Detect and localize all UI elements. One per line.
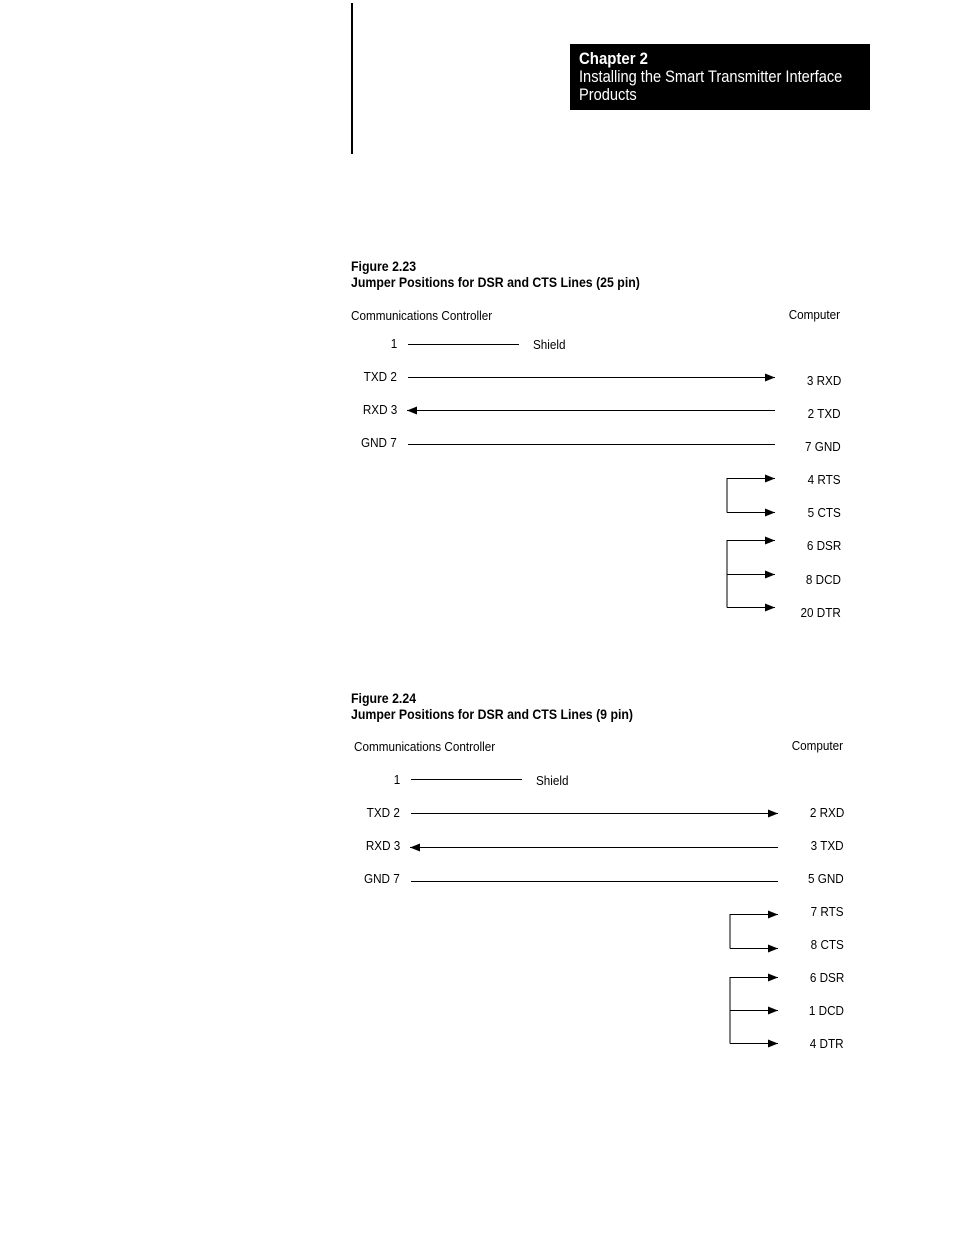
right-pin-gnd: 7 GND (805, 439, 841, 454)
right-pin-dcd: 1 DCD (808, 1003, 844, 1018)
figure-number: Figure 2.23 (351, 258, 417, 274)
right-pin-dsr: 6 DSR (809, 970, 844, 985)
right-pin-txd: 3 TXD (811, 838, 844, 853)
left-pin-rxd: RXD 3 (365, 838, 400, 853)
right-pin-cts: 8 CTS (810, 937, 844, 952)
figure-title: Jumper Positions for DSR and CTS Lines (25 pin) (351, 274, 640, 290)
left-pin-gnd: GND 7 (361, 435, 397, 450)
chapter-title-line-2: Products (579, 85, 637, 104)
left-pin-gnd: GND 7 (364, 871, 400, 886)
left-heading: Communications Controller (354, 739, 496, 754)
shield-label: Shield (533, 337, 566, 352)
left-pin-rxd: RXD 3 (362, 402, 397, 417)
figure-number: Figure 2.24 (351, 690, 417, 706)
figure-title: Jumper Positions for DSR and CTS Lines (9 pin) (351, 706, 634, 722)
right-heading: Computer (788, 307, 840, 322)
right-pin-dsr: 6 DSR (806, 538, 841, 553)
chapter-number: Chapter 2 (579, 49, 649, 68)
rts-cts-jumper (730, 915, 778, 949)
rts-cts-jumper (727, 479, 775, 513)
right-pin-rxd: 2 RXD (809, 805, 844, 820)
right-pin-dcd: 8 DCD (805, 572, 841, 587)
left-heading: Communications Controller (351, 308, 493, 323)
right-pin-rts: 4 RTS (808, 472, 841, 487)
right-pin-rts: 7 RTS (811, 904, 844, 919)
shield-pin: 1 (393, 772, 400, 787)
right-pin-rxd: 3 RXD (806, 373, 841, 388)
right-pin-cts: 5 CTS (807, 505, 841, 520)
left-pin-txd: TXD 2 (366, 805, 400, 820)
left-pin-txd: TXD 2 (363, 369, 397, 384)
chapter-title-line-1: Installing the Smart Transmitter Interface (579, 67, 843, 86)
shield-pin: 1 (390, 336, 397, 351)
right-pin-gnd: 5 GND (808, 871, 844, 886)
right-pin-txd: 2 TXD (808, 406, 841, 421)
right-pin-dtr: 20 DTR (800, 605, 841, 620)
shield-label: Shield (536, 773, 569, 788)
right-heading: Computer (791, 738, 843, 753)
right-pin-dtr: 4 DTR (810, 1036, 844, 1051)
